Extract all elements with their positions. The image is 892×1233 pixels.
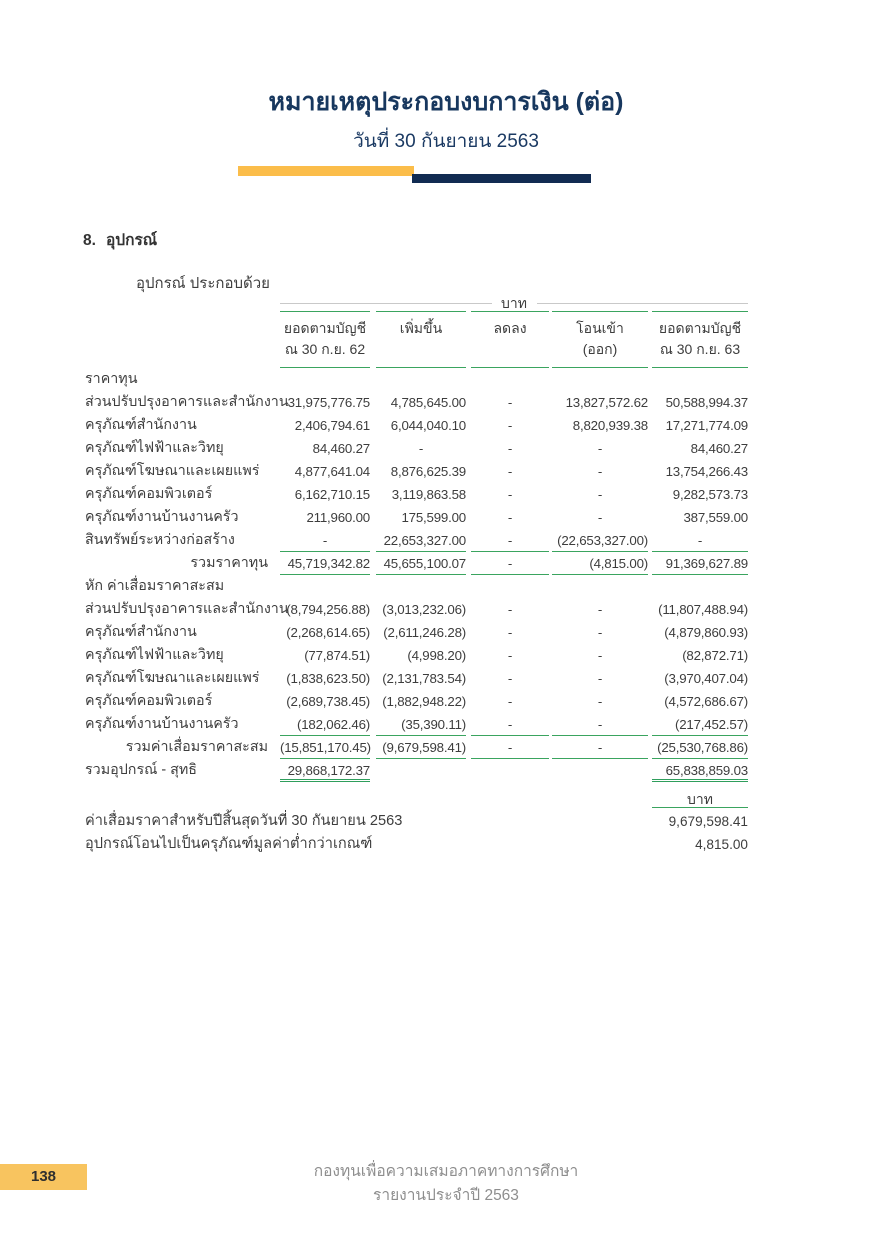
- cell: (1,838,623.50): [286, 671, 370, 686]
- section-intro: อุปกรณ์ ประกอบด้วย: [136, 275, 270, 292]
- row-label: สินทรัพย์ระหว่างก่อสร้าง: [85, 532, 235, 548]
- row-label: ส่วนปรับปรุงอาคารและสำนักงาน: [85, 394, 289, 410]
- cell: (22,653,327.00): [552, 529, 648, 552]
- cell: (2,268,614.65): [286, 625, 370, 640]
- cell: (2,131,783.54): [382, 671, 466, 686]
- cell: (4,879,860.93): [664, 625, 748, 640]
- cell: 29,868,172.37: [280, 759, 370, 782]
- row-label: ครุภัณฑ์งานบ้านงานครัว: [85, 509, 239, 525]
- cell: -: [507, 441, 513, 456]
- table-row: [85, 713, 748, 736]
- cell: 4,877,641.04: [294, 464, 370, 479]
- cell: (77,874.51): [304, 648, 370, 663]
- row-label: รวมค่าเสื่อมราคาสะสม: [125, 739, 268, 755]
- unit-label-baht: บาท: [652, 789, 748, 808]
- table-row-total-depreciation: [85, 736, 748, 759]
- cell: -: [597, 602, 603, 617]
- cell: -: [597, 487, 603, 502]
- cell: -: [507, 625, 513, 640]
- table-row: [85, 506, 748, 529]
- cell: 31,975,776.75: [287, 395, 370, 410]
- cell: -: [471, 713, 549, 736]
- cell: (2,689,738.45): [286, 694, 370, 709]
- cell: 6,162,710.15: [294, 487, 370, 502]
- table-row: [85, 667, 748, 690]
- cell: -: [507, 510, 513, 525]
- column-header-balance-62: ยอดตามบัญชี ณ 30 ก.ย. 62: [280, 311, 370, 368]
- cell: -: [597, 671, 603, 686]
- accent-bar-navy: [412, 174, 591, 183]
- cell: -: [597, 464, 603, 479]
- unit-label-baht: บาท: [501, 295, 527, 311]
- table-row-cost-section: [85, 368, 748, 391]
- row-label: ครุภัณฑ์สำนักงาน: [85, 417, 197, 433]
- accent-bar-yellow: [238, 166, 414, 176]
- section-heading: [83, 227, 157, 252]
- cell: -: [507, 464, 513, 479]
- cell: 4,785,645.00: [390, 395, 466, 410]
- cell: (4,998.20): [407, 648, 466, 663]
- cell: 50,588,994.37: [665, 395, 748, 410]
- summary-value: 4,815.00: [695, 837, 748, 852]
- cell: 84,460.27: [690, 441, 748, 456]
- footer-org-name: กองทุนเพื่อความเสมอภาคทางการศึกษา: [313, 1163, 579, 1180]
- column-header-decrease: ลดลง: [471, 311, 549, 368]
- summary-block: [85, 789, 748, 856]
- summary-label: อุปกรณ์โอนไปเป็นครุภัณฑ์มูลค่าต่ำกว่าเกณฑ์: [85, 836, 373, 852]
- summary-row-transferred-low-value: [85, 833, 748, 856]
- cell: -: [597, 648, 603, 663]
- cell: -: [507, 671, 513, 686]
- cell: 22,653,327.00: [376, 529, 466, 552]
- cell: (4,572,686.67): [664, 694, 748, 709]
- summary-value: 9,679,598.41: [668, 814, 748, 829]
- table-row: [85, 483, 748, 506]
- cell: 3,119,863.58: [391, 487, 466, 502]
- row-label: รวมราคาทุน: [190, 555, 268, 571]
- cell: -: [597, 510, 603, 525]
- unit-row: [85, 293, 748, 311]
- cell: (217,452.57): [652, 713, 748, 736]
- row-label: หัก ค่าเสื่อมราคาสะสม: [85, 578, 225, 594]
- row-label: ครุภัณฑ์ไฟฟ้าและวิทยุ: [85, 647, 224, 663]
- cell: (182,062.46): [280, 713, 370, 736]
- cell: 2,406,794.61: [294, 418, 370, 433]
- cell: 65,838,859.03: [652, 759, 748, 782]
- cell: [552, 759, 648, 782]
- cell: 211,960.00: [306, 510, 370, 525]
- column-header-transfer: โอนเข้า (ออก): [552, 311, 648, 368]
- footer-report-name: รายงานประจำปี 2563: [373, 1187, 519, 1204]
- equipment-table: [85, 293, 748, 782]
- cell: (25,530,768.86): [652, 736, 748, 759]
- cell: (3,970,407.04): [664, 671, 748, 686]
- row-label: ครุภัณฑ์สำนักงาน: [85, 624, 197, 640]
- cell: 9,282,573.73: [672, 487, 748, 502]
- column-header-balance-63: ยอดตามบัญชี ณ 30 ก.ย. 63: [652, 311, 748, 368]
- row-label: ส่วนปรับปรุงอาคารและสำนักงาน: [85, 601, 289, 617]
- section-title: อุปกรณ์: [105, 232, 158, 249]
- table-row-assets-under-construction: [85, 529, 748, 552]
- cell: [471, 759, 549, 782]
- row-label: ครุภัณฑ์งานบ้านงานครัว: [85, 716, 239, 732]
- row-label: ราคาทุน: [85, 371, 138, 387]
- cell: (4,815.00): [552, 552, 648, 575]
- page-subtitle: วันที่ 30 กันยายน 2563: [353, 131, 539, 152]
- cell: -: [507, 395, 513, 410]
- cell: -: [507, 487, 513, 502]
- table-row: [85, 391, 748, 414]
- cell: 13,827,572.62: [565, 395, 648, 410]
- row-label: รวมอุปกรณ์ - สุทธิ: [85, 762, 197, 778]
- cell: [376, 759, 466, 782]
- column-header-increase: เพิ่มขึ้น: [376, 311, 466, 368]
- footer-text: [0, 1160, 892, 1208]
- row-label: ครุภัณฑ์ไฟฟ้าและวิทยุ: [85, 440, 224, 456]
- cell: 6,044,040.10: [390, 418, 466, 433]
- cell: -: [471, 529, 549, 552]
- summary-unit-row: [85, 789, 748, 808]
- row-label: ครุภัณฑ์คอมพิวเตอร์: [85, 486, 213, 502]
- cell: -: [552, 736, 648, 759]
- table-header-row: [280, 311, 748, 368]
- cell: 8,820,939.38: [572, 418, 648, 433]
- cell: (1,882,948.22): [382, 694, 466, 709]
- cell: -: [471, 552, 549, 575]
- cell: -: [507, 602, 513, 617]
- table-row: [85, 414, 748, 437]
- table-row-depreciation-section: [85, 575, 748, 598]
- row-label: ครุภัณฑ์โฆษณาและเผยแพร่: [85, 463, 260, 479]
- summary-row-depreciation-year: [85, 810, 748, 833]
- cell: 8,876,625.39: [390, 464, 466, 479]
- cell: -: [507, 418, 513, 433]
- table-row: [85, 690, 748, 713]
- cell: -: [507, 694, 513, 709]
- cell: 13,754,266.43: [665, 464, 748, 479]
- cell: -: [552, 713, 648, 736]
- cell: -: [597, 694, 603, 709]
- cell: (15,851,170.45): [280, 736, 370, 759]
- cell: 45,655,100.07: [376, 552, 466, 575]
- cell: -: [418, 441, 424, 456]
- cell: -: [280, 529, 370, 552]
- cell: 45,719,342.82: [280, 552, 370, 575]
- section-number: 8.: [83, 232, 96, 249]
- summary-label: ค่าเสื่อมราคาสำหรับปีสิ้นสุดวันที่ 30 กันยายน 2563: [85, 813, 403, 829]
- cell: (2,611,246.28): [383, 625, 466, 640]
- cell: 387,559.00: [683, 510, 748, 525]
- cell: (9,679,598.41): [376, 736, 466, 759]
- table-row: [85, 437, 748, 460]
- cell: 91,369,627.89: [652, 552, 748, 575]
- cell: (82,872.71): [682, 648, 748, 663]
- cell: -: [507, 648, 513, 663]
- page-title: หมายเหตุประกอบงบการเงิน (ต่อ): [268, 88, 624, 116]
- table-row: [85, 644, 748, 667]
- table-row-net-equipment: [85, 759, 748, 782]
- cell: -: [597, 625, 603, 640]
- table-row: [85, 460, 748, 483]
- table-row: [85, 598, 748, 621]
- cell: (35,390.11): [376, 713, 466, 736]
- cell: (3,013,232.06): [382, 602, 466, 617]
- table-row: [85, 621, 748, 644]
- cell: 175,599.00: [401, 510, 466, 525]
- table-row-total-cost: [85, 552, 748, 575]
- cell: 17,271,774.09: [665, 418, 748, 433]
- cell: -: [652, 529, 748, 552]
- cell: 84,460.27: [312, 441, 370, 456]
- cell: -: [471, 736, 549, 759]
- cell: -: [597, 441, 603, 456]
- page-number-badge: 138: [0, 1164, 87, 1190]
- row-label: ครุภัณฑ์คอมพิวเตอร์: [85, 693, 213, 709]
- cell: (8,794,256.88): [286, 602, 370, 617]
- cell: (11,807,488.94): [658, 602, 748, 617]
- row-label: ครุภัณฑ์โฆษณาและเผยแพร่: [85, 670, 260, 686]
